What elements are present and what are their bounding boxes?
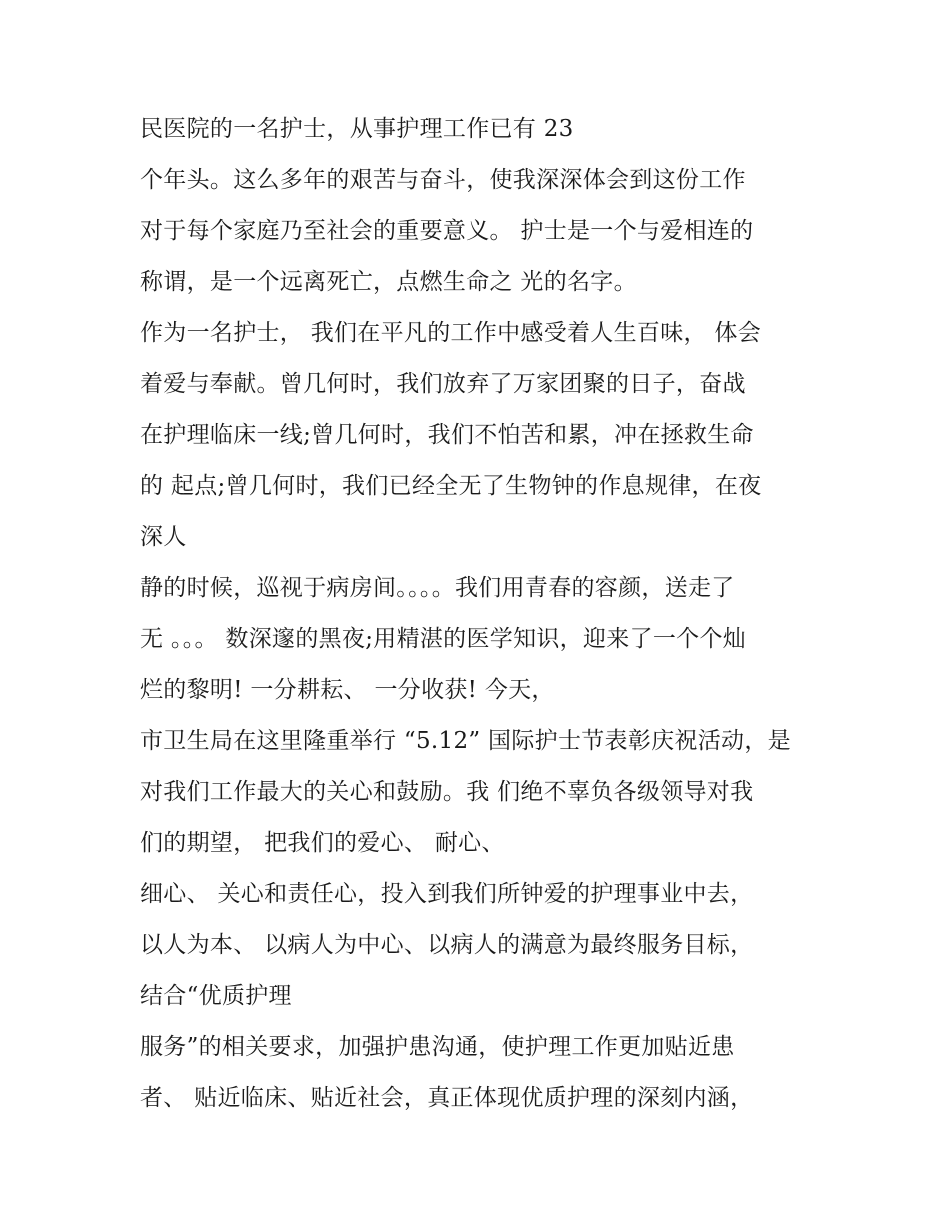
- text-line: 结合“优质护理: [140, 983, 292, 1009]
- text-line: 对于每个家庭乃至社会的重要意义。 护士是一个与爱相连的: [140, 218, 754, 244]
- text-line: 以人为本、 以病人为中心、以病人的满意为最终服务目标，: [140, 932, 754, 958]
- text-line: 的 起点;曾几何时，我们已经全无了生物钟的作息规律，在夜: [140, 473, 762, 499]
- text-line: 个年头。这么多年的艰苦与奋斗，使我深深体会到这份工作: [140, 167, 746, 193]
- text-line: 作为一名护士， 我们在平凡的工作中感受着人生百味， 体会: [140, 320, 762, 346]
- text-line: 市卫生局在这里隆重举行 “5.12” 国际护士节表彰庆祝活动，是: [140, 728, 791, 754]
- text-line: 在护理临床一线;曾几何时，我们不怕苦和累，冲在拯救生命: [140, 422, 754, 448]
- document-body: [140, 104, 840, 1124]
- text-line: 对我们工作最大的关心和鼓励。我 们绝不辜负各级领导对我: [140, 779, 754, 805]
- text-line: 静的时候，巡视于病房间。。。。我们用青春的容颜，送走了: [140, 575, 735, 601]
- text-line: 无 。。。 数深邃的黑夜;用精湛的医学知识，迎来了一个个灿: [140, 626, 747, 652]
- text-line: 民医院的一名护士，从事护理工作已有 23: [140, 116, 574, 142]
- text-line: 服务”的相关要求，加强护患沟通，使护理工作更加贴近患: [140, 1034, 735, 1060]
- text-line: 着爱与奉献。曾几何时，我们放弃了万家团聚的日子，奋战: [140, 371, 746, 397]
- text-line: 细心、 关心和责任心，投入到我们所钟爱的护理事业中去，: [140, 881, 754, 907]
- text-line: 称谓，是一个远离死亡，点燃生命之 光的名字。: [140, 269, 637, 295]
- text-line: 烂的黎明! 一分耕耘、 一分收获! 今天，: [140, 677, 555, 703]
- text-line: 深人: [140, 524, 187, 550]
- text-line: 们的期望， 把我们的爱心、 耐心、: [140, 830, 505, 856]
- text-line: 者、 贴近临床、贴近社会，真正体现优质护理的深刻内涵，: [140, 1085, 754, 1111]
